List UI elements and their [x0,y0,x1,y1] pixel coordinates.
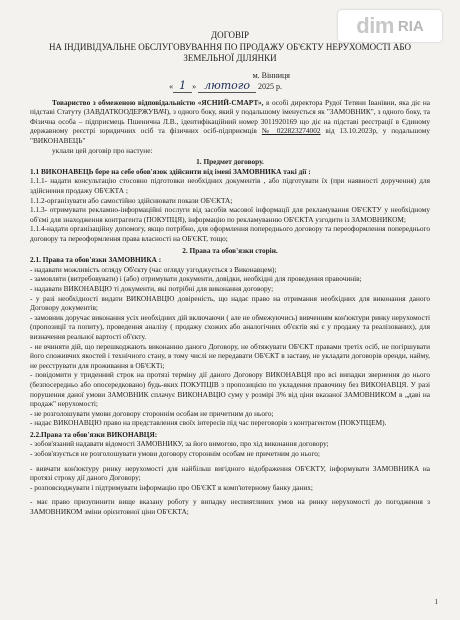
intro-closing: уклали цей договір про настуне: [52,145,153,155]
clause-2-1-item: - у разі необхідності видати ВИКОНАВЦЮ довіреність, що надає право на отримання необхідних для виконання даного Договору документів; [30,293,430,313]
page-number: 1 [434,598,438,606]
clause-2-1-item: - надавати можливість огляду Об'єкту (час огляду узгоджується з Виконавцем); [30,264,277,274]
date-month: лютого [198,79,256,93]
document-title [30,30,430,65]
clause-1-1-1: 1.1.1- надати консультацію стосовно підготовки необхідних документів , або підготувати їх (при наявності доручення) для здійснення продажу ОБ'ЄКТА ; [30,176,430,196]
section-1-heading: 1. Предмет договору. [196,157,264,167]
clause-2-1-item: - надавати ВИКОНАВЦЮ ті документи, які потрібні для виконання договору; [30,283,274,293]
clause-2-2-item: - розповсюджувати і підтримувати інформацію про ОБ'ЄКТ в комп'ютерному банку даних; [30,482,313,492]
clause-1-1-3: 1.1.3- отримувати рекламно-інформаційні послуги від засобів масової інформації для рекламування ОБ'ЄКТУ у необхідному об'ємі для знаходження контрагента (ПОКУПЦЯ), інформацію по рекламуванню ОБ'ЄКТА узгодити із ЗАМОВНИКОМ; [30,205,430,224]
date-day: 1 [173,79,192,93]
clause-2-2-item: - зобов'язується не розголошувати умови договору стороннім особам не причетним до нього; [30,449,320,459]
clause-2-1: 2.1. Права та обов'язки ЗАМОВНИКА : [30,255,162,265]
clause-2-1-item: - не вчиняти дій, що перешкоджають виконанню даного Договору, не обтяжувати ОБ'ЄКТ правами третіх осіб, не погіршувати його споживчих якостей і технічного стану, в тому числі не передавати ОБ'ЄКТ в заставу, не укладати договорів оренди, найму, не реєструвати для проживання в ОБ'ЄКТі; [30,341,430,370]
contract-date: « 1 » лютого 2025 р. [169,79,282,93]
section-2-heading: 2. Права та обов'язки сторін. [182,245,278,255]
clause-2-1-item: - повідомити у триденний строк на протязі терміну дії даного Договору ВИКОНАВЦЯ про всі випадки звернення до нього (безпосередньо або опосередковано) будь-яких ПОКУПЦІВ з пропозицією по укладення правочину без ВИКОНАВЦЯ. У разі порушення даної умови ЗАМОВНИК сплачує ВИКОНАВЦЮ суму у розмірі 3% від ціни вказаної ЗАМОВНИКОМ в „даві на продаж" нерухомості; [30,370,430,409]
clause-2-2-item: - вивчати кон'юктуру ринку нерухомості для найбільш вигідного відображення ОБ'ЄКТУ, інформувати ЗАМОВНИКА на протязі строку дії даного Договору; [30,463,430,483]
document-body [30,30,430,517]
clause-2-1-item: - не розголошувати умови договору стороннім особам не причетним до нього; [30,408,274,418]
clause-2-1-item: - замовляти (витребовувати) і (або) отримувати документи, довідки, необхідні для проведення правочинів; [30,274,362,284]
clause-1-1-4: 1.1.4-надати організаційну допомогу, якщо потрібно, для оформлення попереднього договору та переоформлення попереднього договору та переоформлення права власності на ОБ'ЄКТ, тощо; [30,224,430,243]
date-year: 2025 р. [258,82,282,92]
clause-1-1-2: 1.1.2-організувати або самостійно здійснювати покази ОБ'ЄКТА; [30,195,233,205]
city: м. Вінниця [252,70,290,80]
clause-2-1-item: - замовник доручає виконання усіх необхідних дій включаючи ( але не обмежуючись) вивченням кон'юктури ринку нерухомості (пропозиції та попиту), проведення аналізу ( продажу схожих або аналогічних об'єктів які є у продажу та реалізованих), для визначення реальної вартості об'єкту. [30,312,430,341]
intro-paragraph: Товариство з обмеженою відповідальністю «ЯСНИЙ-СМАРТ», в особі директора Рудої Тетяни Іванівни, яка діє на підставі Статуту (ЗАВДАТКООДЕРЖУВАЧ), з одного боку, який у подальшому іменується як "ЗАМОВНИК", з одного боку, та Фізична особа – підприємець Пшенична Л.В., ідентифікаційний номер 3011920169 що діє на підставі реєстрації в Єдиному державному реєстрі юридичних осіб та фізичних осіб-підприємців № 022823274002 від 13.10.2023р, у подальшому "ВИКОНАВЕЦЬ" [30,97,430,146]
clause-2-2-item: - має право призупинити вище вказану роботу у випадку неспиятливих умов на ринку нерухомості до погодження з ЗАМОВНИКОМ зміни орієнтовної ціни ОБ'ЄКТА; [30,497,430,517]
clause-2-2-item: - зобов'язаний надавати відомості ЗАМОВНИКУ, за його вимогою, про хід виконання договору; [30,439,329,449]
title-line-2: НА ІНДИВІДУАЛЬНЕ ОБСЛУГОВУВАННЯ ПО ПРОДАЖУ ОБ'ЄКТУ НЕРУХОМОСТІ АБО [48,41,412,52]
title-line-1: ДОГОВІР [210,30,250,40]
clause-2-1-item: - надає ВИКОНАВЦЮ право на представлення своїх інтересів під час переговорів з контрагентом (ПОКУПЦЕМ). [30,418,387,428]
clause-2-2: 2.2.Права та обов'язки ВИКОНАВЦЯ: [30,429,158,439]
watermark-brand: dim [356,13,394,38]
clause-1-1: 1.1 ВИКОНАВЕЦЬ бере на себе обов'язок здійснити від імені ЗАМОВНИКА такі дії : [30,166,311,176]
title-line-3: ЗЕМЕЛЬНОЇ ДІЛЯНКИ [183,53,277,63]
watermark-suffix: RIA [397,17,424,35]
